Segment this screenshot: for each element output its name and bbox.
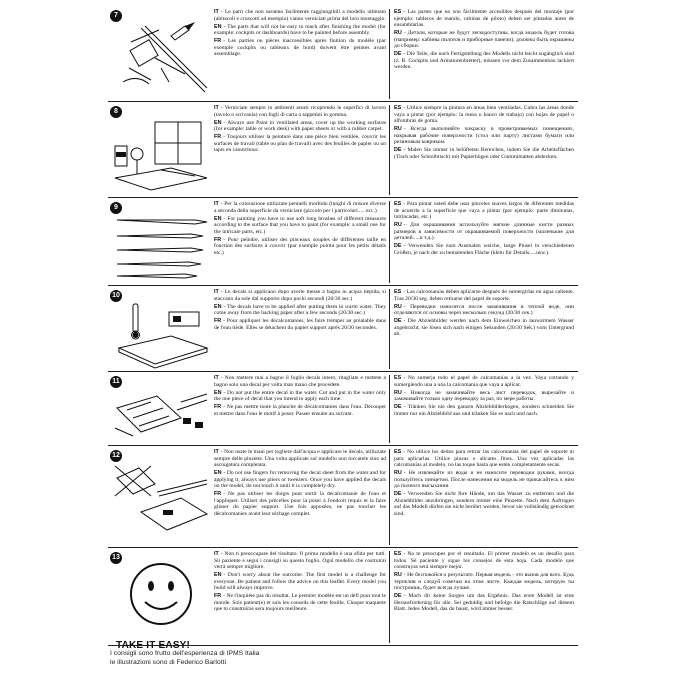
language-code: RU	[394, 30, 402, 36]
instruction-text: - Никогда не замачивайте весь лист переводок, вырезайте и замачивайте только одну переводку за раз, по мере работы.	[394, 389, 574, 402]
language-code: ES	[394, 9, 402, 15]
language-code: DE	[394, 147, 402, 153]
instructions-left	[214, 105, 386, 155]
step-number: 10	[110, 290, 122, 302]
language-code: EN	[214, 119, 222, 126]
para-en	[214, 390, 386, 403]
para-fr	[214, 134, 386, 154]
step-number: 11	[110, 376, 122, 388]
language-code: IT	[214, 289, 219, 295]
instruction-text: - Toujours utiliser la peinture dans une pièce bien ventilée, couvrir les surfaces de travail (table ou plan de travail) avec des feuilles de papier ou un tapis en caoutchouc.	[214, 134, 386, 153]
language-code: DE	[394, 593, 402, 599]
para-de	[394, 318, 574, 338]
language-code: RU	[394, 303, 402, 310]
instruction-text: - Pour appliquer les décalcomanies, les faire tremper au préalable dans de l'eau tiède. Elles se détachent du papier support après 20/30 secondes.	[214, 318, 386, 331]
para-it	[214, 9, 386, 22]
para-en	[214, 572, 386, 592]
para-ru	[394, 470, 574, 490]
decal-sheet-cutting-icon	[110, 388, 212, 444]
instruction-text: - Don't worry about the outcome. The first model is a challenge for everyone. Be patient and follow the advice on this leaflet. Every model you build will always improve.	[214, 572, 386, 591]
instruction-text: - Do not put the entire decal in the water. Cut and put in the water only the one piece of decal that you intend to apply each time.	[214, 389, 386, 402]
instruction-text: - Не извлекайте из воды и не наносите переводки руками, всегда пользуйтесь пинцетом. После нанесения на модель не прикасайтесь к ним до полного высыхания.	[394, 470, 574, 489]
credits-line-illustrator: le illustrazioni sono di Federico Barlotti	[110, 658, 226, 666]
instructions-right	[394, 9, 574, 72]
language-code: DE	[394, 404, 402, 410]
instruction-text: - Всегда выполняйте покраску в проветриваемых помещениях, накрывая рабочие поверхности (стол или парту) листами бумаги или резиновым ковриком.	[394, 126, 574, 145]
instructions-left	[214, 375, 386, 419]
para-es	[394, 105, 574, 125]
instruction-text: - No utilice los dedos para retirar las calcomanías del papel de soporte ni para aplicarlas. Utilice pinzas o alicates finos. Una vez aplicadas las calcomanías al modelo, no las toque hasta que estén completamente secas.	[394, 449, 574, 468]
step-9	[108, 198, 578, 286]
language-code: FR	[214, 236, 222, 243]
language-code: IT	[214, 551, 219, 557]
para-en	[214, 470, 386, 490]
instruction-text: - The parts that will not be easy to reach after finishing the model (for example: cockpits or dashboards) have to be painted before assembly.	[214, 23, 386, 36]
language-code: EN	[214, 23, 222, 30]
credits-footer	[110, 650, 259, 667]
column-divider	[389, 449, 390, 545]
instruction-text: - Verwenden Sie zum Ausmalen weiche, lange Pinsel in verschiedenen Größen, je nach der zu bemalenden Fläche (klein für Details.....usw.).	[394, 243, 574, 256]
instruction-text: - Do not use fingers for removing the decal sheet from the water and for applying it, always use pliers or tweezers. Once you have applied the decals on the model, do not touch it until it is completely dry.	[214, 470, 386, 489]
brushes-icon	[110, 214, 212, 284]
instruction-text: - Per la colorazione utilizzate pennelli morbido (lunghi di misure diverse a seconda della superficie da verniciare (piccolo per i particolari..... ecc.)	[214, 201, 386, 214]
step-number: 8	[110, 106, 122, 118]
instruction-sheet	[108, 6, 578, 678]
smiley-face-icon	[110, 558, 212, 632]
para-fr	[214, 38, 386, 58]
language-code: IT	[214, 201, 219, 207]
instruction-text: - Die Teile, die nach Fertigstellung des Modells nicht leicht zugänglich sind (z. B. Cockpits und Armaturenbretter), müssen vor dem Zusammenbau lackiert werden.	[394, 51, 574, 70]
instruction-text: - Переводки наносятся после замачивания в теплой воде, они отделяются от основы через несколько секунд (20/30 сек.)	[394, 303, 574, 316]
language-code: EN	[214, 215, 222, 222]
instruction-text: - Las calcomanías deben aplicarse después de sumergirlas en agua caliente. Tras 20/30 seg. deben retirarse del papel de soporte.	[394, 289, 574, 302]
instruction-text: - Verwenden Sie nicht Ihre Hände, um das Wasser zu entfernen und die Abziehbilder anzubringen, sondern immer eine Pinzette. Nach dem Auftragen auf das Modell dürfen sie nicht berührt werden, bevor sie vollständig getrocknet sind.	[394, 491, 574, 517]
para-ru	[394, 126, 574, 146]
language-code: ES	[394, 289, 402, 295]
step-11	[108, 372, 578, 446]
instructions-left	[214, 201, 386, 258]
column-divider	[389, 9, 390, 99]
brush-and-cockpit-icon	[110, 22, 212, 98]
para-ru	[394, 222, 574, 242]
para-de	[394, 593, 574, 613]
instruction-text: - Non ti preoccupare del risultato. Il primo modello è una sfida per tutti. Sii paziente e segui i consigli su questo foglio. Ogni modello che costruirai verrà sempre migliore.	[214, 551, 386, 570]
para-ru	[394, 390, 574, 403]
para-it	[214, 551, 386, 571]
language-code: FR	[214, 593, 222, 599]
column-divider	[389, 105, 390, 195]
language-code: EN	[214, 303, 222, 310]
instruction-text: - Ne pas utiliser les doigts pour sortir la décalcomanie de l'eau et l'appliquer. Utiliser des précelles pour la poser à l'endroit requis et la faire glisser du papier support. Une fois apposées, ne pas toucher les décalcomanies avant leur séchage complet.	[214, 491, 386, 517]
column-divider	[389, 289, 390, 369]
instructions-right	[394, 375, 574, 419]
instruction-text: - Utilice siempre la pintura en áreas bien ventiladas. Cubra las áreas donde vaya a pintar (por ejemplo: la mesa o banco de trabajo) con hojas de papel o alfombras de goma.	[394, 105, 574, 124]
step-8	[108, 102, 578, 198]
language-code: RU	[394, 222, 402, 228]
para-es	[394, 201, 574, 221]
step-number: 9	[110, 202, 122, 214]
instruction-text: - The decals have to be applied after putting them in warm water. They come away from the backing paper after a few seconds (20/30 sec.)	[214, 303, 386, 316]
instructions-left	[214, 289, 386, 333]
instruction-text: - No te preocupes por el resultado. El primer modelo es un desafío para todos. Sé paciente y sigue los consejos de esta hoja. Cada modelo que construyas será siempre mejor.	[394, 551, 574, 570]
language-code: IT	[214, 375, 219, 381]
language-code: EN	[214, 470, 222, 476]
instruction-text: - Mach dir keine Sorgen um das Ergebnis. Das erste Modell ist eine Herausforderung für alle. Sei geduldig und befolge die Ratschläge auf diesem Blatt. Jedes Modell, das du baust, wird immer besser.	[394, 593, 574, 612]
language-code: IT	[214, 9, 219, 15]
para-ru	[394, 30, 574, 50]
instruction-text: - Pour peindre, utiliser des pinceaux souples de différentes taille en fonction des surfaces à couvrir (par exemple pointu pour les petits détails etc.)	[214, 236, 386, 256]
language-code: ES	[394, 201, 402, 207]
para-it	[214, 201, 386, 214]
para-fr	[214, 237, 386, 257]
step-number: 12	[110, 450, 122, 462]
language-code: ES	[394, 105, 402, 111]
step-10	[108, 286, 578, 372]
instruction-text: - Non usate le mani per togliere dall'acqua e applicare le decals, utilizzate sempre delle pinzette. Una volta applicate sul modello non toccatele sino ad asciugatura completata.	[214, 449, 386, 468]
para-fr	[214, 404, 386, 417]
para-fr	[214, 593, 386, 613]
instruction-text: - Le decals si applicano dopo averle messe a bagno in acqua tiepida, si staccano da sole dal supporto dopo pochi secondi (20/30 sec.)	[214, 289, 386, 302]
para-es	[394, 9, 574, 29]
language-code: DE	[394, 491, 402, 497]
column-divider	[389, 551, 390, 643]
language-code: DE	[394, 51, 402, 57]
instructions-left	[214, 551, 386, 614]
instruction-text: - Les parties ou pièces inaccessibles après finition du modèle (par exemple cockpits ou tableaux de bord) doivent être peintes avant assemblage.	[214, 38, 386, 57]
instruction-text: - No sumerja todo el papel de calcomanías a la vez. Vaya cortando y sumergiendo una a una la calcomanía que vaya a aplicar.	[394, 375, 574, 388]
para-de	[394, 51, 574, 71]
language-code: FR	[214, 318, 222, 324]
instruction-text: - Always use Paint in ventilated areas, cover up the working surfaces (for example: table or work desk) with paper sheets or with a rubber carpet.	[214, 119, 386, 132]
instruction-text: - Tränken Sie nie den ganzen Abziehbilderbogen, sondern schneiden Sie immer nur ein Abziehbild aus und tränken Sie es nach und nach.	[394, 404, 574, 417]
para-es	[394, 551, 574, 571]
language-code: FR	[214, 404, 222, 410]
instruction-text: - Las partes que no son fácilmente accesibles después del montaje (por ejemplo: tableros de mando, cabinas de piloto) deben ser pintadas antes de ensamblarlas.	[394, 9, 574, 28]
step-13	[108, 548, 578, 651]
language-code: ES	[394, 375, 402, 381]
para-en	[214, 24, 386, 37]
para-it	[214, 375, 386, 388]
para-de	[394, 147, 574, 160]
para-fr	[214, 318, 386, 331]
step-number: 7	[110, 10, 122, 22]
language-code: FR	[214, 134, 222, 140]
language-code: FR	[214, 491, 222, 497]
instruction-text: - Die Abziehbilder werden nach dem Einweichen in lauwarmem Wasser angebracht, sie lösen sich nach einigen Sekunden (20/30 Sek.) vom Untergrund ab.	[394, 318, 574, 337]
instruction-text: - Verniciate sempre in ambienti areati ricoprendo le superfici di lavoro (tavolo o scrivania) con fogli di carta o tappetini in gomma.	[214, 105, 386, 118]
instructions-right	[394, 201, 574, 258]
instruction-text: - Le parti che non saranno facilmente raggiungibili a modello ultimato (abitacoli e cruscotti ad esempio) vanno verniciati prima del loro montaggio.	[214, 9, 386, 22]
step-12	[108, 446, 578, 548]
column-divider	[389, 201, 390, 283]
credits-line-ipms: I consigli sono frutto dell'esperienza di IPMS Italia	[110, 650, 260, 657]
tweezers-application-icon	[110, 462, 212, 544]
para-de	[394, 243, 574, 256]
para-es	[394, 449, 574, 469]
instructions-right	[394, 105, 574, 162]
instructions-right	[394, 551, 574, 614]
para-en	[214, 216, 386, 236]
instruction-text: - Для окрашивания используйте мягкие длинные кисти разных размеров в зависимости от окрашиваемой поверхности (маленькие для деталей.....и т.д.).	[394, 222, 574, 241]
para-ru	[394, 304, 574, 317]
para-it	[214, 105, 386, 118]
para-en	[214, 304, 386, 317]
column-divider	[389, 375, 390, 443]
instruction-text: - Ne t'inquiète pas du résultat. Le premier modèle est un défi pour tout le monde. Sois patient(e) et suis les conseils de cette feuille. Chaque maquette que tu construiras sera toujours meilleure.	[214, 593, 386, 612]
language-code: RU	[394, 470, 402, 476]
instructions-left	[214, 9, 386, 59]
language-code: IT	[214, 105, 219, 111]
step-7	[108, 6, 578, 102]
para-es	[394, 289, 574, 302]
instruction-text: - Non mettere mai a bagno il foglio decals intero, ritagliate e mettete a bagno solo una decal per volta man mano che procedete.	[214, 375, 386, 388]
para-es	[394, 375, 574, 388]
instruction-text: - Ne pas mettre toute la planche de décalcomanies dans l'eau. Découper et mettre dans l'eau le motif à poser. Passer ensuite au suivant.	[214, 404, 386, 417]
language-code: IT	[214, 449, 219, 455]
language-code: DE	[394, 243, 402, 249]
step-number: 13	[110, 552, 122, 564]
language-code: EN	[214, 572, 222, 578]
para-it	[214, 289, 386, 302]
decal-water-tray-icon	[110, 302, 212, 370]
language-code: FR	[214, 38, 222, 44]
instruction-text: - Malen Sie immer in belüfteten Bereichen, indem Sie die Arbeitsflächen (Tisch oder Schreibtisch) mit Papierbögen oder Gummimatten abdecken.	[394, 147, 574, 160]
language-code: EN	[214, 389, 222, 396]
take-it-easy-badge: TAKE IT EASY!	[116, 640, 191, 651]
instructions-right	[394, 289, 574, 339]
para-it	[214, 449, 386, 469]
para-fr	[214, 491, 386, 517]
language-code: RU	[394, 389, 402, 396]
ventilated-workspace-icon	[110, 118, 212, 194]
para-ru	[394, 572, 574, 592]
instruction-text: - Para pintar usted debe usar pinceles suaves largos de diferentes medidas de acuerdo a la superficie que vaya a pintar (por ejemplo: parte diminutas, intrincadas, etc.)	[394, 201, 574, 220]
language-code: ES	[394, 449, 402, 455]
para-en	[214, 120, 386, 133]
instruction-text: - Детали, которые не будут легкодоступны, когда модель будет готова (например: кабины пилотов и приборные панели), должны быть окрашены до сборки.	[394, 30, 574, 49]
instruction-text: - Не беспокойся о результате. Первая модель - это вызов для всех. Будь терпелив и следуй советам на этом листе. Каждая модель, которую ты построишь, будет всегда лучше.	[394, 572, 574, 591]
language-code: RU	[394, 126, 402, 132]
language-code: DE	[394, 318, 402, 324]
para-de	[394, 404, 574, 417]
instructions-left	[214, 449, 386, 519]
language-code: ES	[394, 551, 402, 557]
instruction-text: - For painting you have to use soft long brushes of different measures according to the surface that you have to paint (for example: a small one for the intricate parts, etc.)	[214, 215, 386, 235]
instructions-right	[394, 449, 574, 519]
language-code: RU	[394, 572, 402, 578]
para-de	[394, 491, 574, 517]
